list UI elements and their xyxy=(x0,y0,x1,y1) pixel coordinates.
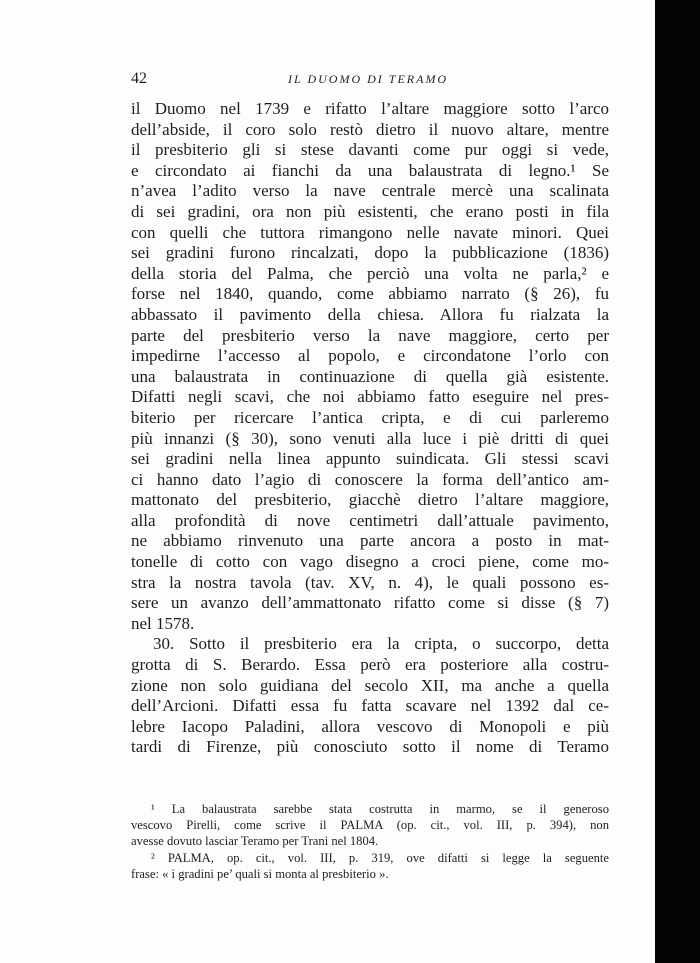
page-number: 42 xyxy=(131,70,147,87)
text-line: grotta di S. Berardo. Essa però era posteriore alla costru- xyxy=(131,655,609,675)
running-title: IL DUOMO DI TERAMO xyxy=(288,72,449,86)
text-line: parte del presbiterio verso la nave maggiore, certo per xyxy=(131,325,609,345)
text-line: sere un avanzo dell’ammattonato rifatto come si disse (§ 7) xyxy=(131,593,609,613)
footnote-2: ² PALMA, op. cit., vol. III, p. 319, ove difatti si legge la seguente xyxy=(151,850,609,865)
running-head xyxy=(131,70,611,92)
text-line: e circondato ai fianchi da una balaustrata di legno.¹ Se xyxy=(131,160,609,180)
footnotes xyxy=(131,801,609,882)
text-line: sei gradini nella linea appunto suindicata. Gli stessi scavi xyxy=(131,449,609,469)
main-text xyxy=(131,99,609,758)
text-line: dell’Arcioni. Difatti essa fu fatta scavare nel 1392 dal ce- xyxy=(131,696,609,716)
text-line: forse nel 1840, quando, come abbiamo narrato (§ 26), fu xyxy=(131,284,609,304)
text-line: della storia del Palma, che perciò una volta ne parla,² e xyxy=(131,263,609,283)
text-line: ci hanno dato l’agio di conoscere la forma dell’antico am- xyxy=(131,469,609,489)
text-line: abbassato il pavimento della chiesa. Allora fu rialzata la xyxy=(131,304,609,324)
text-line: nel 1578. xyxy=(131,613,195,633)
text-line: il presbiterio gli si stese davanti come pur oggi si vede, xyxy=(131,140,609,160)
text-line: mattonato del presbiterio, giacchè dietro l’altare maggiore, xyxy=(131,490,609,510)
footnote-line: avesse dovuto lasciar Teramo per Trani nel 1804. xyxy=(131,834,379,849)
text-line: stra la nostra tavola (tav. XV, n. 4), le quali possono es- xyxy=(131,572,609,592)
text-line: n’avea l’adito verso la nave centrale mercè una scalinata xyxy=(131,181,609,201)
text-line: tonelle di cotto con vago disegno a croci piene, come mo- xyxy=(131,552,609,572)
text-line: più innanzi (§ 30), sono venuti alla luce i piè dritti di quei xyxy=(131,428,609,448)
text-line: il Duomo nel 1739 e rifatto l’altare maggiore sotto l’arco xyxy=(131,99,609,118)
text-line: Difatti negli scavi, che noi abbiamo fatto eseguire nel pres- xyxy=(131,387,609,407)
text-line: impedirne l’accesso al popolo, e circondatone l’orlo con xyxy=(131,346,609,366)
footnote-1: ¹ La balaustrata sarebbe stata costrutta in marmo, se il generoso xyxy=(151,802,609,816)
text-line: con quelli che tuttora rimangono nelle navate minori. Quei xyxy=(131,222,609,242)
text-line: una balaustrata in continuazione di quella già esistente. xyxy=(131,366,609,386)
footnote-line: frase: « i gradini pe’ quali si monta al presbiterio ». xyxy=(131,866,389,881)
text-line: biterio per ricercare l’antica cripta, e di cui parleremo xyxy=(131,407,609,427)
text-line: ne abbiamo rinvenuto una parte ancora a posto in mat- xyxy=(131,531,609,551)
text-line: lebre Iacopo Paladini, allora vescovo di Monopoli e più xyxy=(131,716,609,736)
section-30-start: 30. Sotto il presbiterio era la cripta, o succorpo, detta xyxy=(153,634,609,654)
text-line: alla profondità di nove centimetri dall’attuale pavimento, xyxy=(131,510,609,530)
text-line: dell’abside, il coro solo restò dietro il nuovo altare, mentre xyxy=(131,119,609,139)
text-line: di sei gradini, ora non più esistenti, che erano posti in fila xyxy=(131,201,609,221)
text-line: zione non solo guidiana del secolo XII, ma anche a quella xyxy=(131,675,609,695)
scan-dark-edge xyxy=(655,0,700,963)
text-line: sei gradini furono rincalzati, dopo la pubblicazione (1836) xyxy=(131,243,609,263)
footnote-line: vescovo Pirelli, come scrive il PALMA (op. cit., vol. III, p. 394), non xyxy=(131,818,609,833)
text-line: tardi di Firenze, più conosciuto sotto il nome di Teramo xyxy=(131,737,609,757)
